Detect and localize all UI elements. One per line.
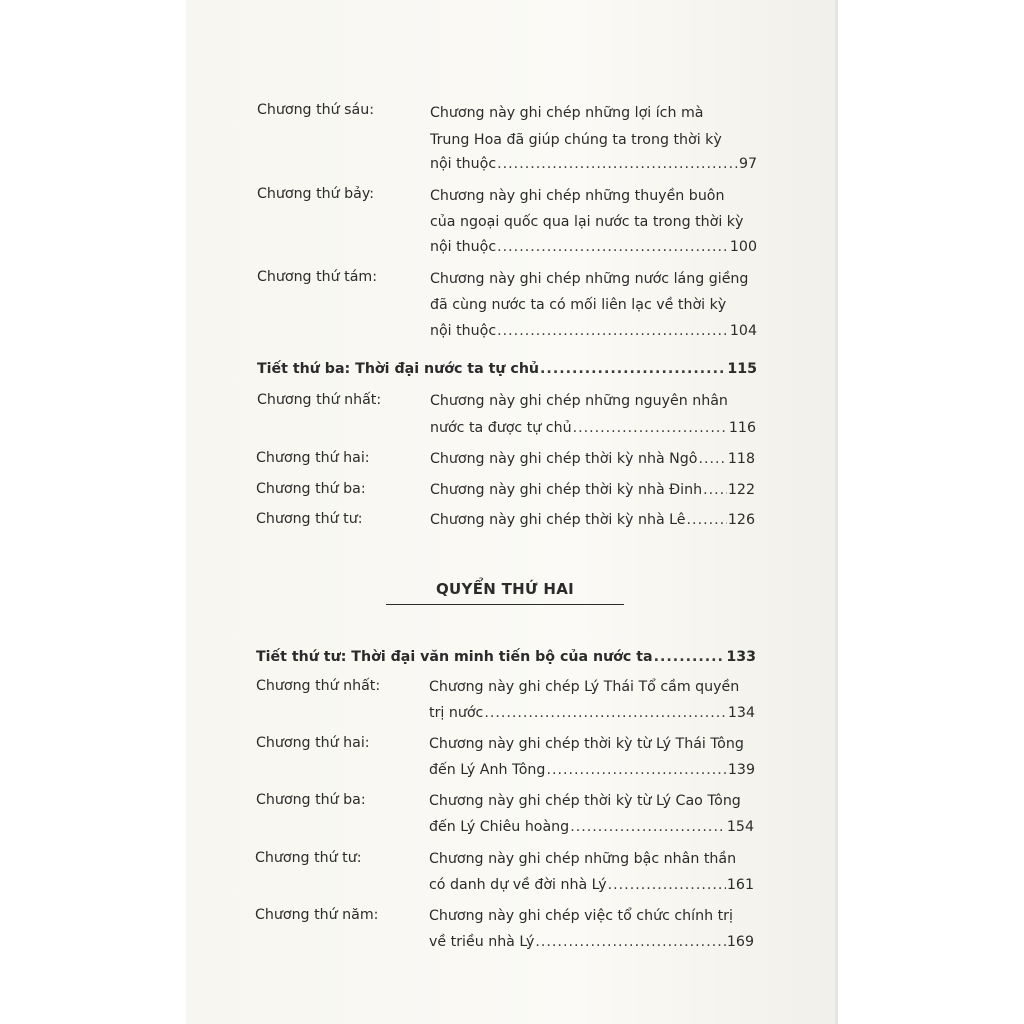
dot-leader	[535, 935, 726, 949]
chapter-label: Chương thứ tư:	[255, 850, 362, 866]
dot-leader	[497, 324, 729, 338]
page-number: 169	[726, 934, 754, 950]
chapter-label: Chương thứ tám:	[257, 269, 377, 285]
chapter-desc-text: về triều nhà Lý	[429, 934, 535, 950]
chapter-desc-text: Chương này ghi chép thời kỳ nhà Ngô	[430, 451, 698, 467]
chapter-desc-text: đến Lý Chiêu hoàng	[429, 819, 570, 835]
book-two-title: QUYỂN THỨ HAI	[436, 580, 574, 598]
chapter-desc-last-line	[430, 452, 755, 468]
chapter-desc-line: đã cùng nước ta có mối liên lạc về thời kỳ	[430, 297, 727, 313]
dot-leader	[608, 878, 726, 892]
chapter-label: Chương thứ hai:	[256, 735, 370, 751]
page-number: 97	[738, 156, 757, 172]
dot-leader	[497, 240, 729, 254]
chapter-desc-line: Chương này ghi chép thời kỳ từ Lý Thái Tông	[429, 736, 744, 752]
page-number: 161	[726, 877, 754, 893]
dot-leader	[484, 706, 727, 720]
dot-leader	[546, 763, 726, 777]
page-edge	[835, 0, 838, 1024]
chapter-label: Chương thứ nhất:	[257, 392, 382, 408]
chapter-desc-last-line	[430, 421, 756, 437]
dot-leader	[540, 362, 726, 376]
chapter-desc-line: Chương này ghi chép những nguyên nhân	[430, 393, 728, 409]
chapter-desc-text: Chương này ghi chép thời kỳ nhà Lê	[430, 512, 686, 528]
chapter-label: Chương thứ ba:	[256, 792, 366, 808]
section-heading-text: Tiết thứ ba: Thời đại nước ta tự chủ	[257, 361, 540, 377]
dot-leader	[573, 421, 728, 435]
page-number: 154	[726, 819, 754, 835]
chapter-desc-text: đến Lý Anh Tông	[429, 762, 546, 778]
chapter-desc-last-line	[430, 157, 757, 173]
dot-leader	[703, 483, 727, 497]
page-number: 133	[726, 649, 756, 665]
page-number: 139	[727, 762, 755, 778]
chapter-desc-text: nội thuộc	[430, 156, 497, 172]
chapter-desc-line: Trung Hoa đã giúp chúng ta trong thời kỳ	[430, 132, 722, 148]
page-number: 104	[729, 323, 757, 339]
chapter-label: Chương thứ sáu:	[257, 102, 374, 118]
dot-leader	[570, 820, 726, 834]
page-number: 100	[729, 239, 757, 255]
chapter-desc-last-line	[429, 820, 754, 836]
dot-leader	[497, 157, 738, 171]
section-heading-tiet-3	[257, 362, 757, 378]
chapter-desc-line: Chương này ghi chép những bậc nhân thần	[429, 851, 737, 867]
chapter-desc-last-line	[430, 483, 755, 499]
page-number: 122	[727, 482, 755, 498]
chapter-desc-last-line	[430, 240, 757, 256]
chapter-desc-text: trị nước	[429, 705, 484, 721]
section-heading-tiet-4	[256, 650, 756, 666]
chapter-label: Chương thứ bảy:	[257, 186, 374, 202]
page-number: 126	[727, 512, 755, 528]
chapter-label: Chương thứ hai:	[256, 450, 370, 466]
chapter-desc-text: nước ta được tự chủ	[430, 420, 572, 436]
page-number: 134	[727, 705, 755, 721]
chapter-desc-line: của ngoại quốc qua lại nước ta trong thời kỳ	[430, 214, 744, 230]
chapter-desc-last-line	[430, 324, 757, 340]
dot-leader	[698, 452, 726, 466]
chapter-label: Chương thứ năm:	[255, 907, 379, 923]
chapter-desc-line: Chương này ghi chép việc tổ chức chính trị	[429, 908, 733, 924]
section-heading-text: Tiết thứ tư: Thời đại văn minh tiến bộ của nước ta	[256, 649, 653, 665]
page-number: 116	[728, 420, 756, 436]
chapter-desc-last-line	[429, 763, 755, 779]
chapter-label: Chương thứ tư:	[256, 511, 363, 527]
chapter-desc-last-line	[429, 706, 755, 722]
chapter-desc-line: Chương này ghi chép Lý Thái Tổ cầm quyền	[429, 679, 740, 695]
chapter-desc-text: Chương này ghi chép thời kỳ nhà Đinh	[430, 482, 703, 498]
chapter-desc-line: Chương này ghi chép thời kỳ từ Lý Cao Tông	[429, 793, 741, 809]
chapter-desc-line: Chương này ghi chép những thuyền buôn	[430, 188, 725, 204]
chapter-desc-line: Chương này ghi chép những nước láng giềng	[430, 271, 749, 287]
title-underline	[386, 604, 624, 605]
page-number: 118	[727, 451, 755, 467]
chapter-desc-last-line	[430, 513, 755, 529]
dot-leader	[687, 513, 727, 527]
chapter-desc-text: nội thuộc	[430, 323, 497, 339]
chapter-label: Chương thứ ba:	[256, 481, 366, 497]
dot-leader	[654, 650, 726, 664]
chapter-desc-text: nội thuộc	[430, 239, 497, 255]
page-number: 115	[727, 361, 757, 377]
chapter-label: Chương thứ nhất:	[256, 678, 381, 694]
chapter-desc-last-line	[429, 878, 754, 894]
chapter-desc-last-line	[429, 935, 754, 951]
chapter-desc-text: có danh dự về đời nhà Lý	[429, 877, 607, 893]
chapter-desc-line: Chương này ghi chép những lợi ích mà	[430, 105, 704, 121]
